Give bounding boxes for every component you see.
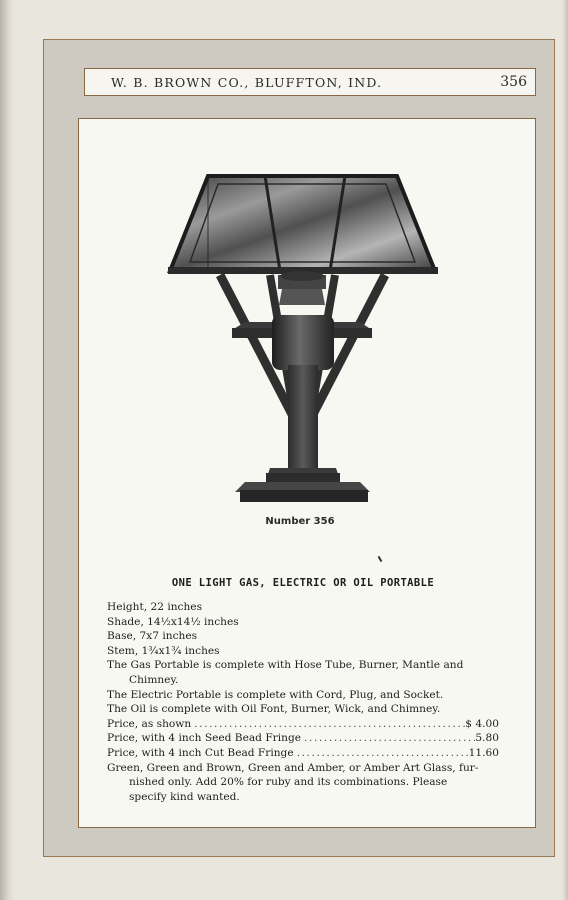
lamp-illustration — [160, 170, 445, 508]
figure-caption: Number 356 — [265, 516, 335, 527]
gas-description: The Gas Portable is complete with Hose Tube, Burner, Mantle and — [107, 659, 464, 672]
book-spine-shadow — [0, 0, 14, 900]
header-title: W. B. BROWN CO., BLUFFTON, IND. — [111, 75, 383, 90]
price-label: Price, with 4 inch Cut Bead Fringe — [107, 746, 294, 759]
price-row — [107, 746, 499, 761]
oil-description: The Oil is complete with Oil Font, Burner, Wick, and Chimney. — [107, 703, 441, 716]
spec-stem: Stem, 1¾x1¾ inches — [107, 644, 220, 657]
product-heading: ONE LIGHT GAS, ELECTRIC OR OIL PORTABLE — [171, 577, 435, 589]
glass-note-cont: nished only. Add 20% for ruby and its combinations. Please — [129, 776, 448, 789]
leader-dots — [294, 746, 469, 761]
lamp-shade — [170, 176, 435, 271]
spec-base: Base, 7x7 inches — [107, 630, 198, 643]
electric-description: The Electric Portable is complete with Cord, Plug, and Socket. — [107, 688, 444, 701]
glass-note-cont: specify kind wanted. — [129, 790, 240, 803]
price-value: $ 4.00 — [465, 717, 499, 730]
product-specifications — [107, 600, 499, 804]
price-row — [107, 717, 499, 732]
glass-note: Green, Green and Brown, Green and Amber, or Amber Art Glass, fur- — [107, 761, 479, 774]
price-label: Price, as shown — [107, 717, 192, 730]
leader-dots — [191, 717, 465, 732]
running-header — [84, 68, 536, 96]
page-number: 356 — [500, 74, 527, 90]
price-label: Price, with 4 inch Seed Bead Fringe — [107, 732, 302, 745]
spec-height: Height, 22 inches — [107, 601, 203, 613]
price-row — [107, 731, 499, 746]
spec-shade: Shade, 14½x14½ inches — [107, 615, 239, 628]
gas-description-cont: Chimney. — [129, 673, 179, 686]
leader-dots — [301, 731, 475, 746]
page-edge-shadow — [562, 0, 568, 900]
price-value: 5.80 — [475, 732, 499, 745]
price-value: 11.60 — [468, 746, 499, 759]
